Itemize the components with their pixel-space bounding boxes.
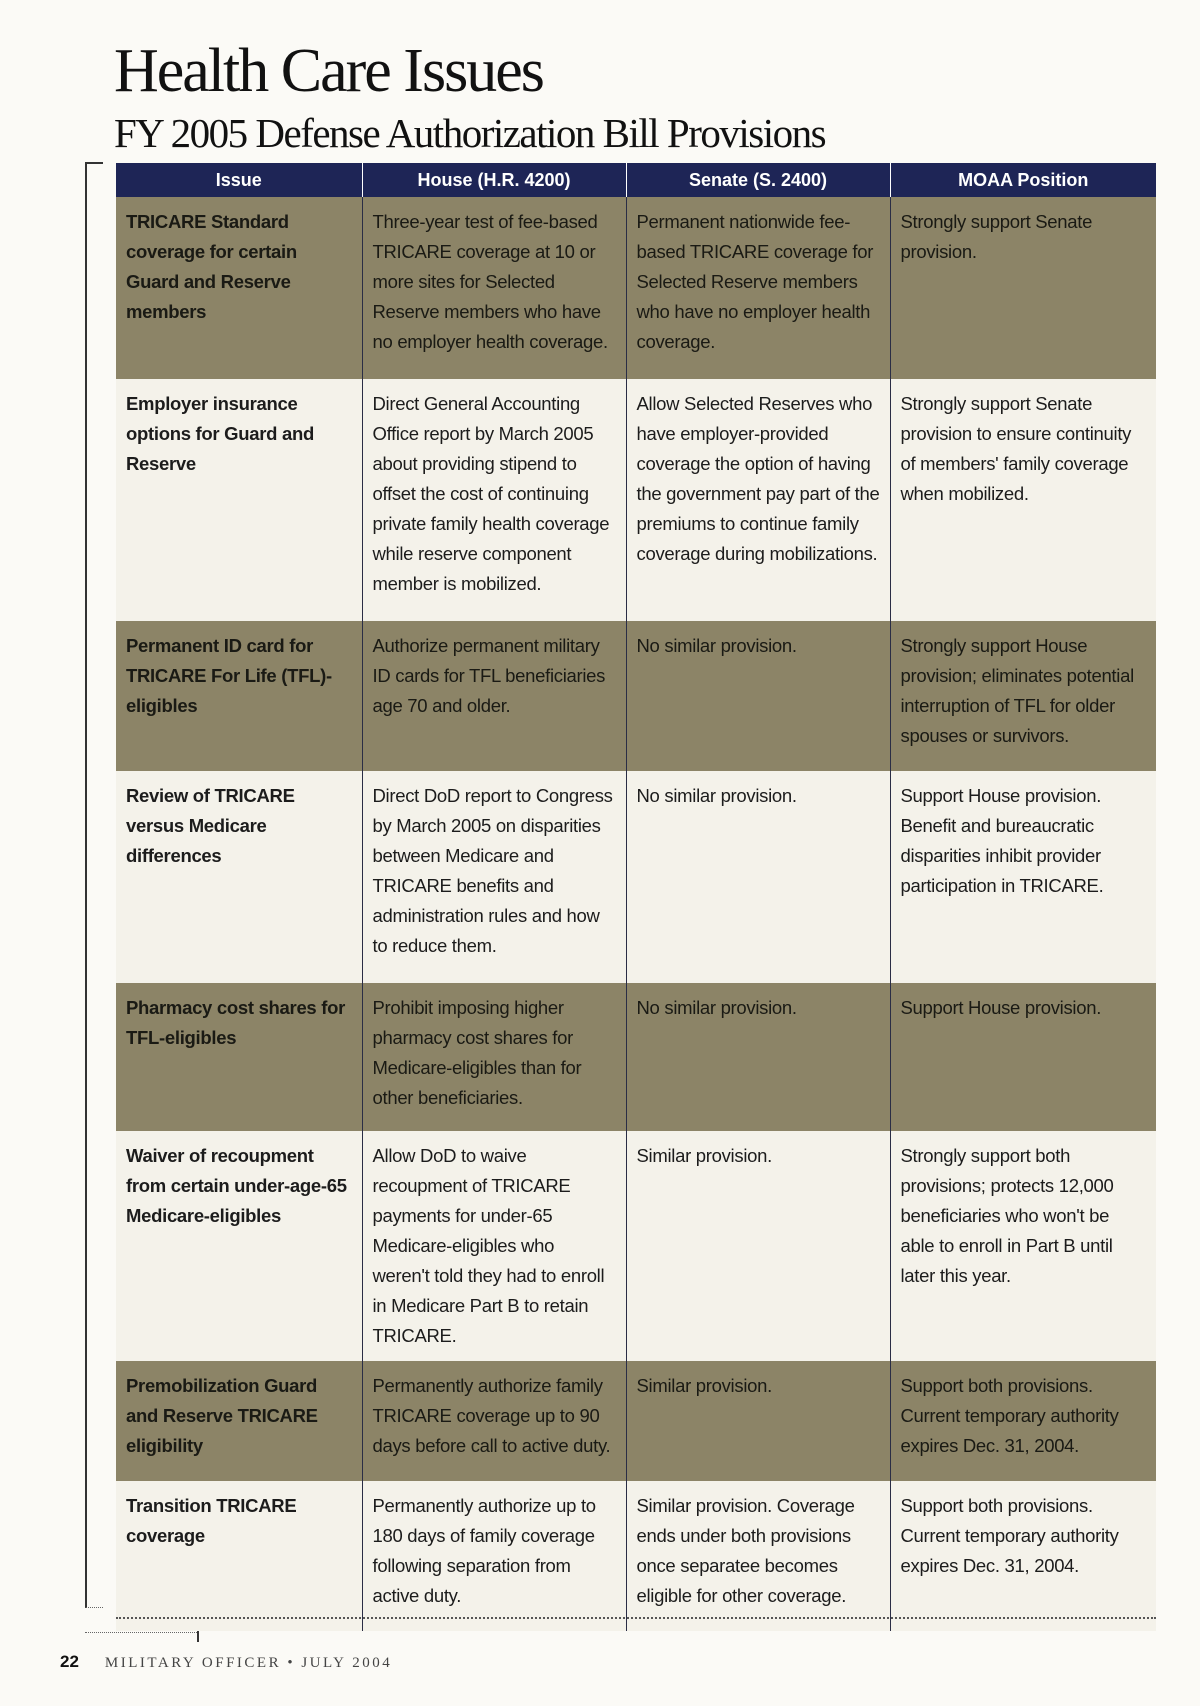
house-cell: Permanently authorize family TRICARE coverage up to 90 days before call to active duty. (362, 1361, 626, 1481)
column-header-moaa: MOAA Position (890, 163, 1156, 197)
senate-cell: No similar provision. (626, 771, 890, 983)
house-cell: Direct DoD report to Congress by March 2005 on disparities between Medicare and TRICARE benefits and administration rules and how to reduce them. (362, 771, 626, 983)
moaa-cell: Strongly support both provisions; protects 12,000 beneficiaries who won't be able to enroll in Part B until later this year. (890, 1131, 1156, 1361)
moaa-cell: Support both provisions. Current temporary authority expires Dec. 31, 2004. (890, 1481, 1156, 1631)
issue-cell: Review of TRICARE versus Medicare differences (116, 771, 362, 983)
issue-cell: Premobilization Guard and Reserve TRICARE eligibility (116, 1361, 362, 1481)
table-row (116, 621, 1156, 771)
house-cell: Direct General Accounting Office report by March 2005 about providing stipend to offset the cost of continuing private family health coverage while reserve component member is mobilized. (362, 379, 626, 621)
issue-cell: Permanent ID card for TRICARE For Life (TFL)-eligibles (116, 621, 362, 771)
table-row (116, 1131, 1156, 1361)
column-header-issue: Issue (116, 163, 362, 197)
provisions-table (116, 163, 1156, 1631)
page-subtitle: FY 2005 Defense Authorization Bill Provisions (114, 110, 826, 156)
table-row (116, 1361, 1156, 1481)
senate-cell: No similar provision. (626, 983, 890, 1131)
table-row (116, 379, 1156, 621)
house-cell: Three-year test of fee-based TRICARE coverage at 10 or more sites for Selected Reserve members who have no employer health coverage. (362, 197, 626, 379)
moaa-cell: Support both provisions. Current temporary authority expires Dec. 31, 2004. (890, 1361, 1156, 1481)
table-header-row (116, 163, 1156, 197)
moaa-cell: Support House provision. (890, 983, 1156, 1131)
page-title: Health Care Issues (114, 37, 543, 105)
issue-cell: Employer insurance options for Guard and Reserve (116, 379, 362, 621)
table-row (116, 983, 1156, 1131)
senate-cell: No similar provision. (626, 621, 890, 771)
issue-cell: Waiver of recoupment from certain under-age-65 Medicare-eligibles (116, 1131, 362, 1361)
house-cell: Authorize permanent military ID cards for TFL beneficiaries age 70 and older. (362, 621, 626, 771)
house-cell: Permanently authorize up to 180 days of family coverage following separation from active duty. (362, 1481, 626, 1631)
senate-cell: Permanent nationwide fee-based TRICARE coverage for Selected Reserve members who have no employer health coverage. (626, 197, 890, 379)
issue-cell: Pharmacy cost shares for TFL-eligibles (116, 983, 362, 1131)
senate-cell: Similar provision. (626, 1361, 890, 1481)
table-bottom-rule (116, 1617, 1156, 1619)
house-cell: Allow DoD to waive recoupment of TRICARE payments for under-65 Medicare-eligibles who weren't told they had to enroll in Medicare Part B to retain TRICARE. (362, 1131, 626, 1361)
moaa-cell: Strongly support Senate provision to ensure continuity of members' family coverage when mobilized. (890, 379, 1156, 621)
issue-cell: Transition TRICARE coverage (116, 1481, 362, 1631)
moaa-cell: Support House provision. Benefit and bureaucratic disparities inhibit provider participation in TRICARE. (890, 771, 1156, 983)
table-row (116, 771, 1156, 983)
house-cell: Prohibit imposing higher pharmacy cost shares for Medicare-eligibles than for other beneficiaries. (362, 983, 626, 1131)
senate-cell: Similar provision. Coverage ends under both provisions once separatee becomes eligible for other coverage. (626, 1481, 890, 1631)
page-number: 22 (60, 1652, 79, 1671)
table-row (116, 1481, 1156, 1631)
bracket-foot-rule (85, 1632, 199, 1633)
side-bracket-rule (85, 162, 103, 1608)
column-header-house: House (H.R. 4200) (362, 163, 626, 197)
publication-credit: MILITARY OFFICER • JULY 2004 (104, 1655, 393, 1671)
issue-cell: TRICARE Standard coverage for certain Guard and Reserve members (116, 197, 362, 379)
table-row (116, 197, 1156, 379)
moaa-cell: Strongly support Senate provision. (890, 197, 1156, 379)
page-footer (60, 1652, 392, 1672)
senate-cell: Similar provision. (626, 1131, 890, 1361)
senate-cell: Allow Selected Reserves who have employer-provided coverage the option of having the government pay part of the premiums to continue family coverage during mobilizations. (626, 379, 890, 621)
column-header-senate: Senate (S. 2400) (626, 163, 890, 197)
moaa-cell: Strongly support House provision; eliminates potential interruption of TFL for older spouses or survivors. (890, 621, 1156, 771)
